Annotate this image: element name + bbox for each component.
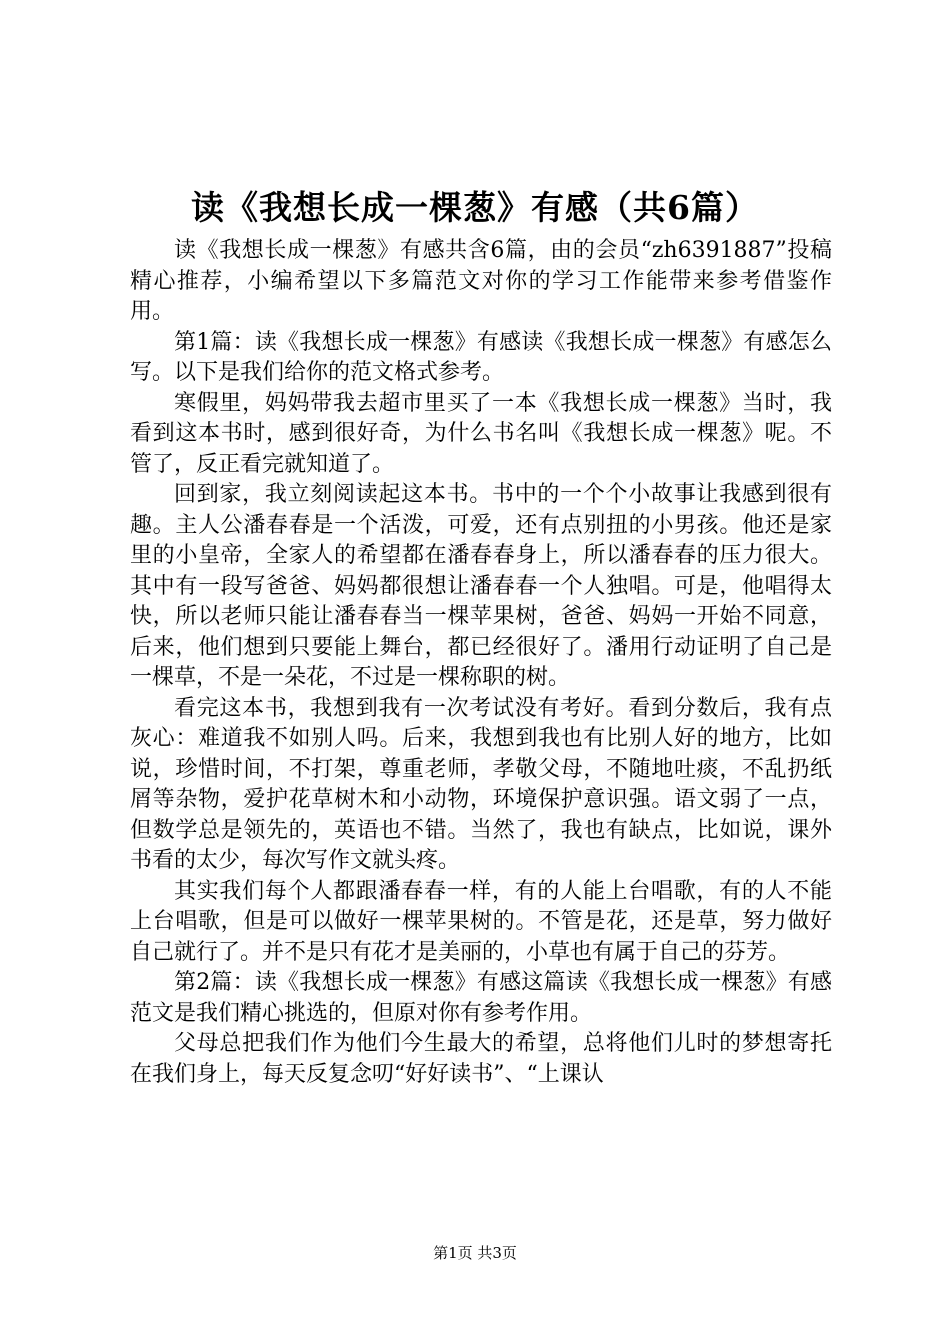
page-number-footer: 第1页 共3页: [433, 1244, 517, 1262]
document-body: [130, 236, 832, 1090]
paragraph-part-2-heading: 第2篇：读《我想长成一棵葱》有感这篇读《我想长成一棵葱》有感范文是我们精心挑选的，但原对你有参考作用。: [130, 970, 832, 1026]
paragraph-reflection-exam: 看完这本书，我想到我有一次考试没有考好。看到分数后，我有点灰心：难道我不如别人吗。后来，我想到我也有比别人好的地方，比如说，珍惜时间，不打架，尊重老师，孝敬父母，不随地吐痰，不乱扔纸屑等杂物，爱护花草树木和小动物，环境保护意识强。语文弱了一点，但数学总是领先的，英语也不错。当然了，我也有缺点，比如说，课外书看的太少，每次写作文就头疼。: [130, 695, 832, 873]
paragraph-winter-holiday: 寒假里，妈妈带我去超市里买了一本《我想长成一棵葱》当时，我看到这本书时，感到很好奇，为什么书名叫《我想长成一棵葱》呢。不管了，反正看完就知道了。: [130, 390, 832, 477]
paragraph-parents-hope: 父母总把我们作为他们今生最大的希望，总将他们儿时的梦想寄托在我们身上，每天反复念叨“好好读书”、“上课认: [130, 1031, 832, 1087]
document-title: 读《我想长成一棵葱》有感（共6篇）: [191, 188, 759, 227]
paragraph-intro: 读《我想长成一棵葱》有感共含6篇，由的会员“zh6391887”投稿精心推荐，小编希望以下多篇范文对你的学习工作能带来参考借鉴作用。: [130, 238, 832, 324]
paragraph-reading-story: 回到家，我立刻阅读起这本书。书中的一个个小故事让我感到很有趣。主人公潘春春是一个活泼，可爱，还有点别扭的小男孩。他还是家里的小皇帝，全家人的希望都在潘春春身上，所以潘春春的压力很大。其中有一段写爸爸、妈妈都很想让潘春春一个人独唱。可是，他唱得太快，所以老师只能让潘春春当一棵苹果树，爸爸、妈妈一开始不同意，后来，他们想到只要能上舞台，都已经很好了。潘用行动证明了自己是一棵草，不是一朵花，不过是一棵称职的树。: [130, 482, 832, 690]
paragraph-conclusion: 其实我们每个人都跟潘春春一样，有的人能上台唱歌，有的人不能上台唱歌，但是可以做好一棵苹果树的。不管是花，还是草，努力做好自己就行了。并不是只有花才是美丽的，小草也有属于自己的芬芳。: [130, 878, 832, 965]
paragraph-part-1-heading: 第1篇：读《我想长成一棵葱》有感读《我想长成一棵葱》有感怎么写。以下是我们给你的范文格式参考。: [130, 329, 832, 385]
